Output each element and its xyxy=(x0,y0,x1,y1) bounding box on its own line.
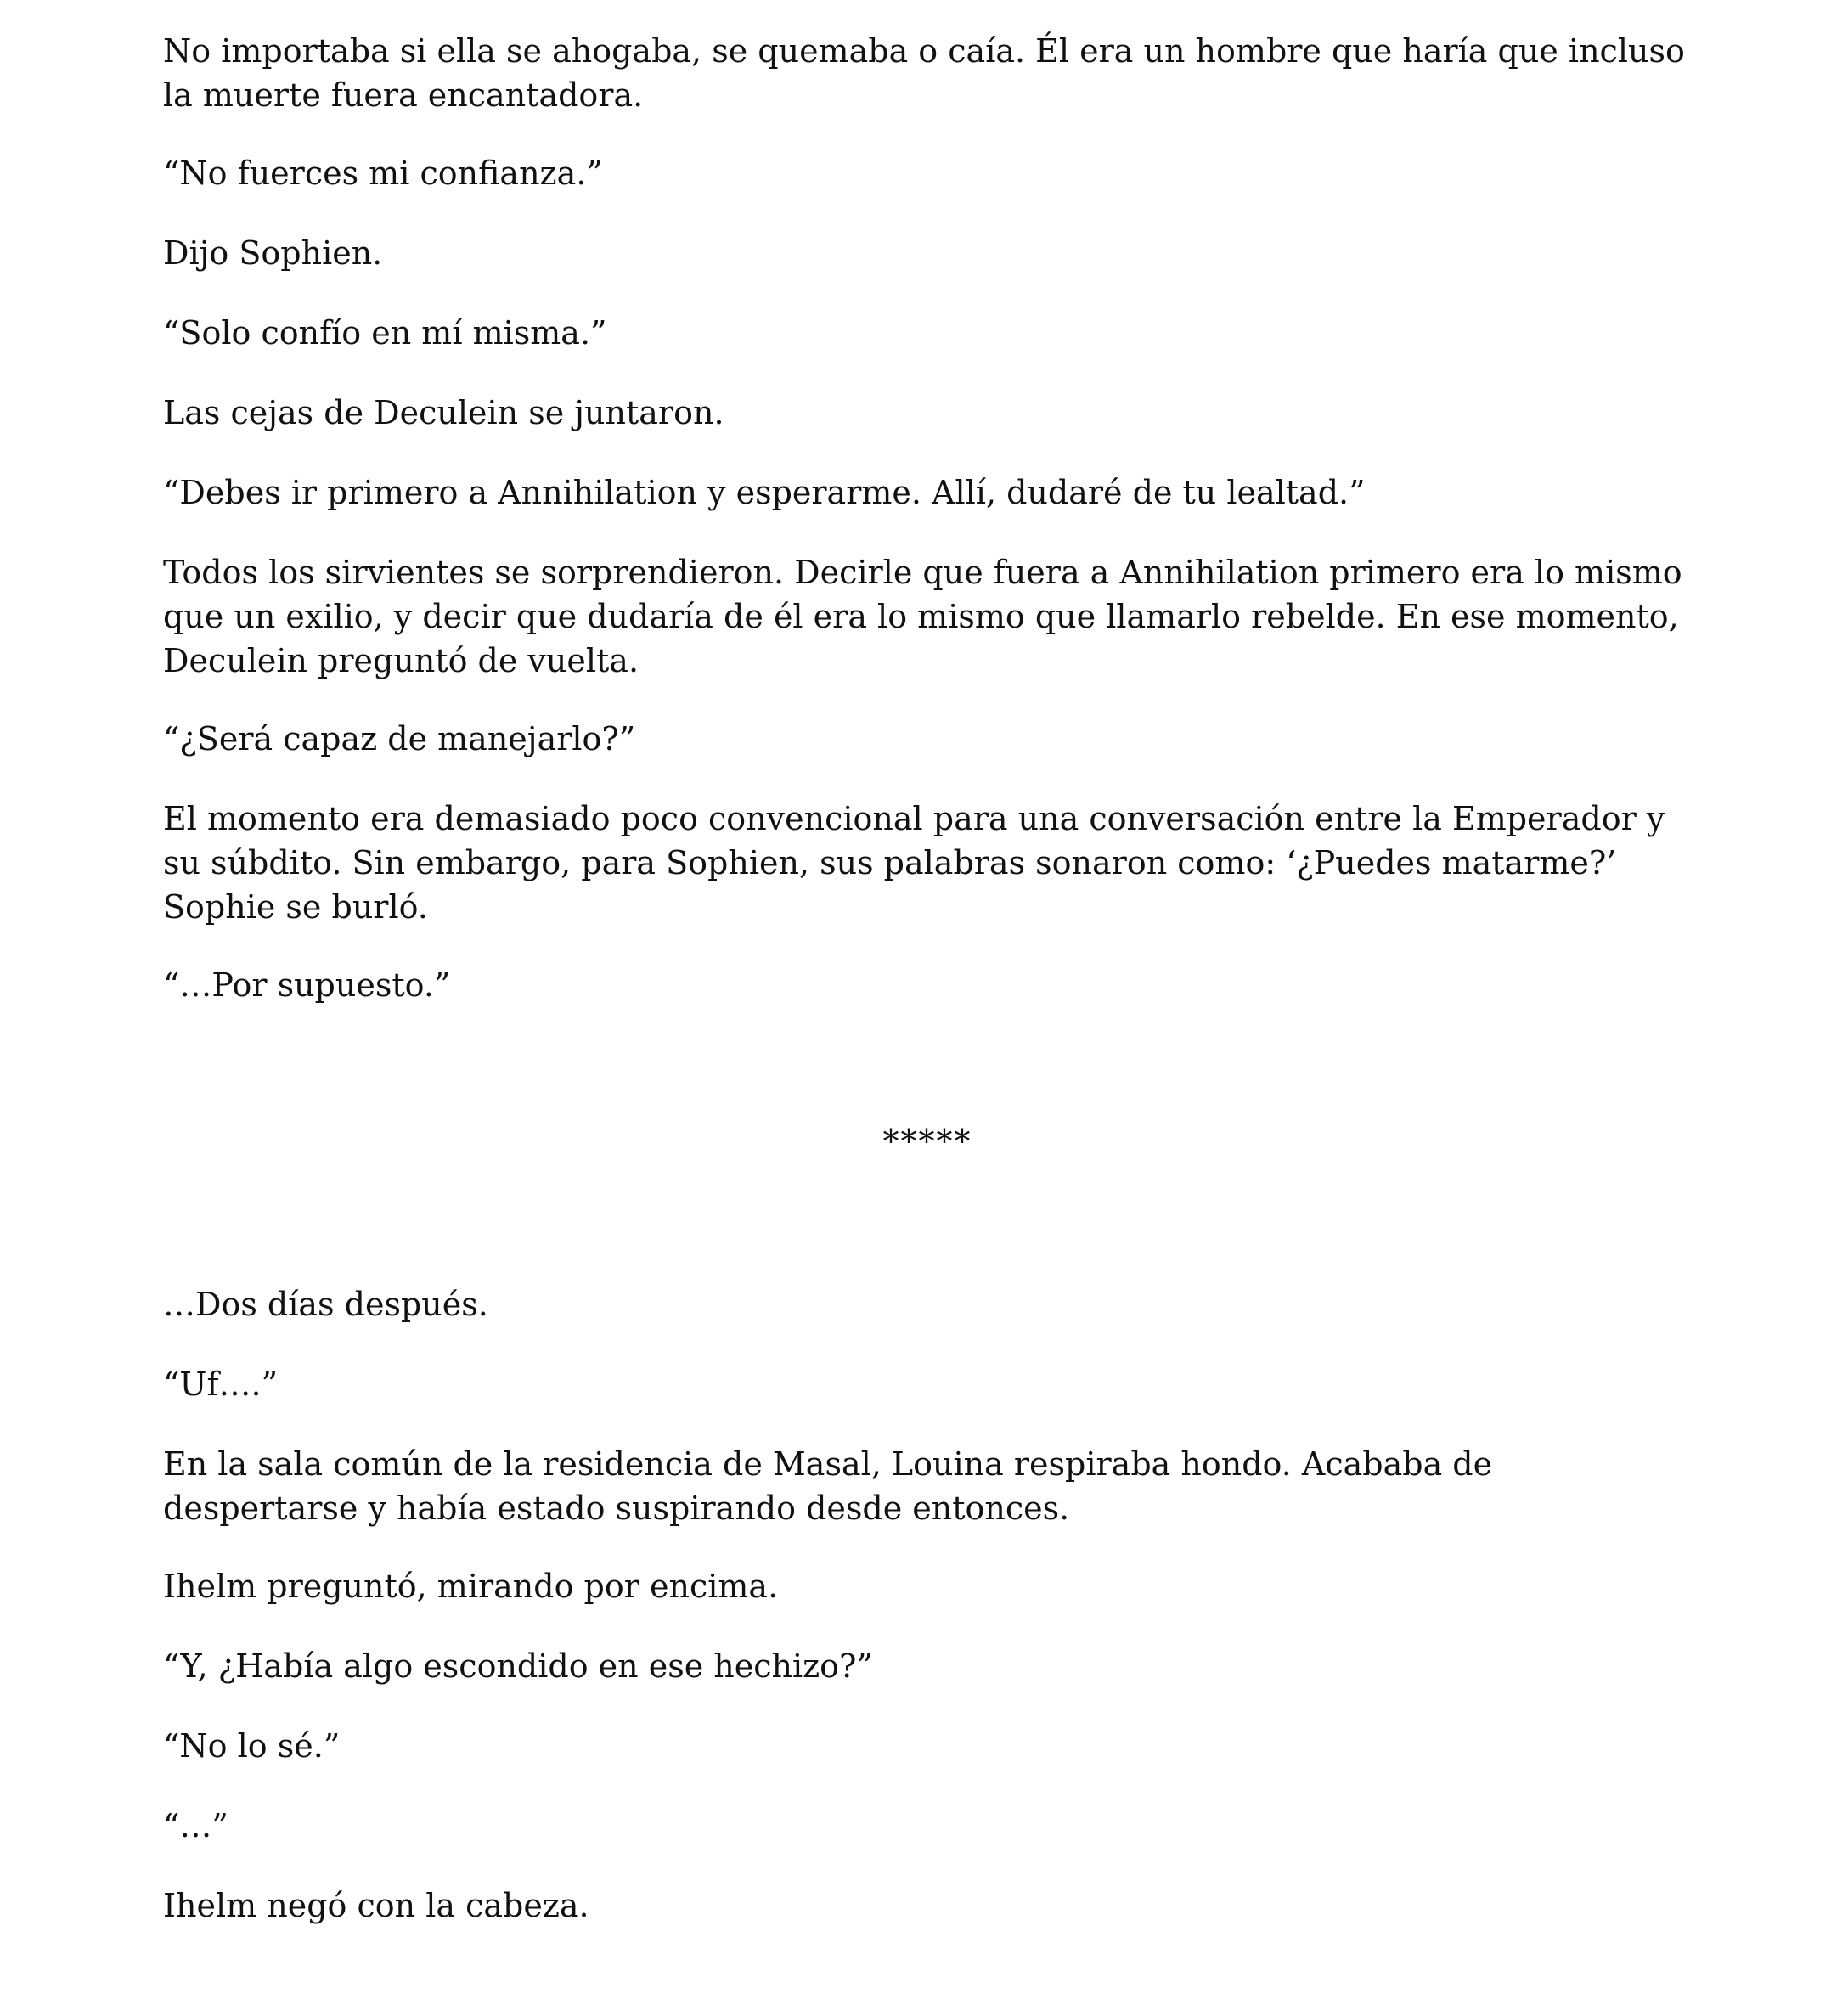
paragraph: Ihelm negó con la cabeza. xyxy=(163,1887,589,1924)
paragraph: El momento era demasiado poco convencional para una conversación entre la Emperador y su súbdito. Sin embargo, para Sophien, sus palabras sonaron como: ‘¿Puedes matarme?’ Sophie se burló. xyxy=(163,800,1665,926)
section-separator: ***** xyxy=(882,1123,972,1160)
paragraph: En la sala común de la residencia de Masal, Louina respiraba hondo. Acababa de despertarse y había estado suspirando desde entonces. xyxy=(163,1445,1493,1527)
paragraph: Todos los sirvientes se sorprendieron. Decirle que fuera a Annihilation primero era lo mismo que un exilio, y decir que dudaría de él era lo mismo que llamarlo rebelde. En ese momento, Deculein preguntó de vuelta. xyxy=(163,554,1682,679)
paragraph: “…” xyxy=(163,1807,228,1844)
paragraph: “No fuerces mi confianza.” xyxy=(163,155,603,192)
paragraph: “No lo sé.” xyxy=(163,1727,341,1765)
paragraph: …Dos días después. xyxy=(163,1286,488,1323)
paragraph: “Y, ¿Había algo escondido en ese hechizo?” xyxy=(163,1647,873,1685)
paragraph: “…Por supuesto.” xyxy=(163,966,451,1004)
paragraph: “Debes ir primero a Annihilation y esperarme. Allí, dudaré de tu lealtad.” xyxy=(163,474,1366,511)
paragraph: “Solo confío en mí misma.” xyxy=(163,314,607,352)
paragraph: “Uf….” xyxy=(163,1366,279,1403)
paragraph: “¿Será capaz de manejarlo?” xyxy=(163,720,636,757)
paragraph: No importaba si ella se ahogaba, se quemaba o caía. Él era un hombre que haría que incluso la muerte fuera encantadora. xyxy=(163,32,1685,114)
paragraph: Ihelm preguntó, mirando por encima. xyxy=(163,1568,779,1605)
paragraph: Las cejas de Deculein se juntaron. xyxy=(163,394,724,431)
paragraph: Dijo Sophien. xyxy=(163,234,383,272)
